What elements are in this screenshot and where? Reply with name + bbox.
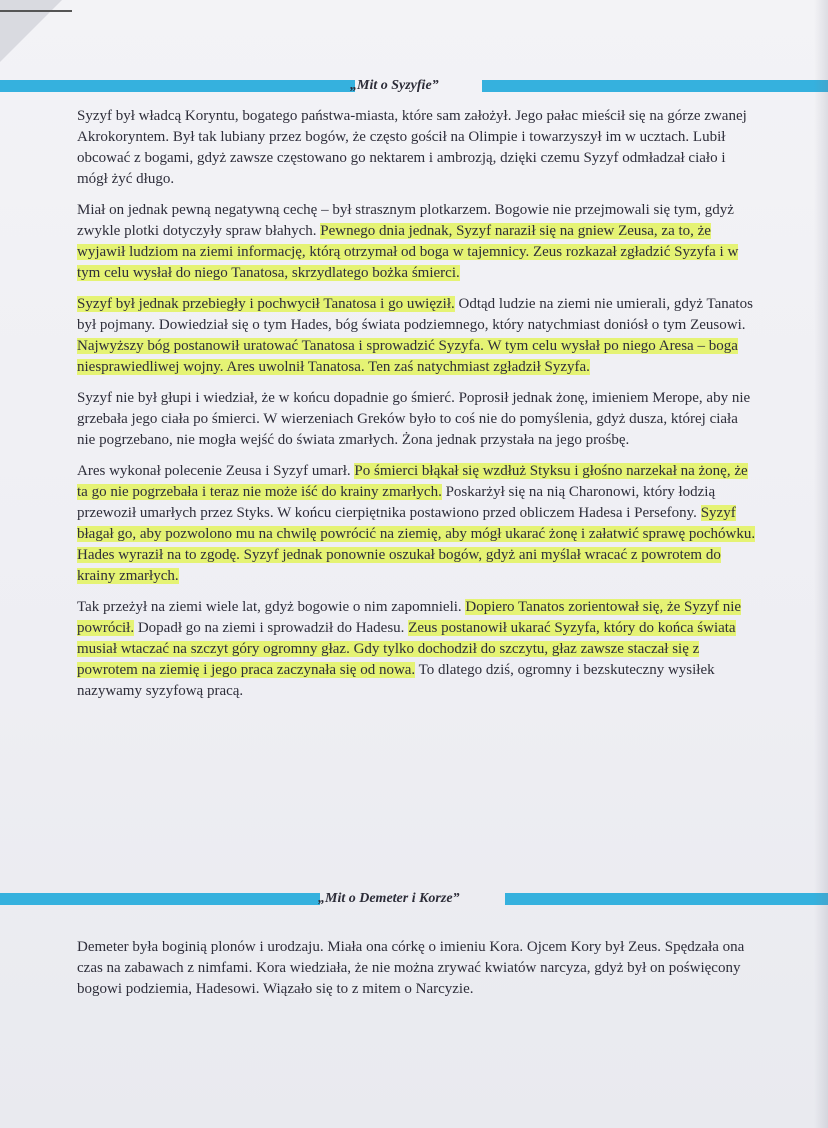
- section-body: [77, 106, 757, 712]
- text-run: Demeter była boginią plonów i urodzaju. Miała ona córkę o imieniu Kora. Ojcem Kory był Zeus. Spędzała ona czas na zabawach z nimfami. Kora wiedziała, że nie można zrywać kwiatów narcyza, gdyż był on poświęcony bogowi podziemia, Hadesowi. Wiązało się to z mitem o Narcyzie.: [77, 939, 745, 997]
- paragraph: [77, 388, 757, 451]
- title-bar-left: [0, 893, 320, 905]
- paragraph: [77, 200, 757, 284]
- text-run: Miał on jednak pewną negatywną cechę – był strasznym plotkarzem. Bogowie nie przejmowali się tym, gdyż zwykle plotki dotyczyły spraw błahych.: [77, 202, 734, 239]
- paragraph: [77, 106, 757, 190]
- page-edge-shadow: [814, 0, 828, 1128]
- text-run: Tak przeżył na ziemi wiele lat, gdyż bogowie o nim zapomnieli.: [77, 599, 466, 615]
- highlighted-text: Zeus postanowił ukarać Syzyfa, który do końca świata musiał wtaczać na szczyt góry ogromny głaz. Gdy tylko dochodził do szczytu, głaz zawsze staczał się z powrotem na ziemię i jego praca zaczynała się od nowa.: [77, 620, 736, 678]
- text-run: To dlatego dziś, ogromny i bezskuteczny wysiłek nazywamy syzyfową pracą.: [77, 662, 715, 699]
- highlighted-text: Pewnego dnia jednak, Syzyf naraził się na gniew Zeusa, za to, że wyjawił ludziom na ziemi informację, którą otrzymał od boga w tajemnicy. Zeus rozkazał zgładzić Syzyfa i w tym celu wysłał do niego Tanatosa, skrzydlatego bożka śmierci.: [77, 223, 739, 281]
- highlighted-text: Syzyf błagał go, aby pozwolono mu na chwilę powrócić na ziemię, aby mógł ukarać żonę i załatwić sprawę pochówku. Hades wyraził na to zgodę. Syzyf jednak ponownie oszukał bogów, gdyż ani myślał wracać z powrotem do krainy zmarłych.: [77, 505, 756, 584]
- text-run: Syzyf był władcą Koryntu, bogatego państwa-miasta, które sam założył. Jego pałac mieścił się na górze zwanej Akrokoryntem. Był tak lubiany przez bogów, że często gościł na Olimpie i towarzyszył im w ucztach. Lubił obcować z bogami, gdyż zawsze częstowano go nektarem i ambrozją, dzięki czemu Syzyf odmładzał ciało i mógł żyć długo.: [77, 108, 747, 187]
- section-title-bar: [0, 887, 828, 911]
- text-run: Syzyf nie był głupi i wiedział, że w końcu dopadnie go śmierć. Poprosił jednak żonę, imieniem Merope, aby nie grzebała jego ciała po śmierci. W wierzeniach Greków było to coś nie do pomyślenia, gdyż dusza, której ciała nie pogrzebano, nie mogła wejść do świata zmarłych. Żona jednak przystała na jego prośbę.: [77, 390, 751, 448]
- text-run: Dopadł go na ziemi i sprowadził do Hadesu.: [134, 620, 409, 636]
- text-run: Poskarżył się na nią Charonowi, który łodzią przewoził umarłych przez Styks. W końcu cierpiętnika postawiono przed obliczem Hadesa i Persefony.: [77, 484, 716, 521]
- title-bar-left: [0, 80, 355, 92]
- text-run: Odtąd ludzie na ziemi nie umierali, gdyż Tanatos był pojmany. Dowiedział się o tym Hades, bóg świata podziemnego, który natychmiast doniósł o tym Zeusowi.: [77, 296, 753, 333]
- highlighted-text: Syzyf był jednak przebiegły i pochwycił Tanatosa i go uwięził.: [77, 296, 455, 312]
- section-title-bar: [0, 74, 828, 98]
- paragraph: [77, 294, 757, 378]
- highlighted-text: Po śmierci błąkał się wzdłuż Styksu i głośno narzekał na żonę, że ta go nie pogrzebała i teraz nie może iść do krainy zmarłych.: [77, 463, 748, 500]
- title-bar-right: [482, 80, 828, 92]
- highlighted-text: Dopiero Tanatos zorientował się, że Syzyf nie powrócił.: [77, 599, 742, 636]
- section-body: [77, 937, 757, 1010]
- paragraph: [77, 937, 757, 1000]
- paragraph: [77, 597, 757, 702]
- section-title: „Mit o Demeter i Korze”: [318, 891, 460, 906]
- highlighted-text: Najwyższy bóg postanowił uratować Tanatosa i sprowadzić Syzyfa. W tym celu wysłał po niego Aresa – boga niesprawiedliwej wojny. Ares uwolnił Tanatosa. Ten zaś natychmiast zgładził Syzyfa.: [77, 338, 738, 375]
- title-bar-right: [505, 893, 828, 905]
- paragraph: [77, 461, 757, 587]
- section-title: „Mit o Syzyfie”: [350, 78, 439, 93]
- text-run: Ares wykonał polecenie Zeusa i Syzyf umarł.: [77, 463, 355, 479]
- fold-crease: [0, 10, 72, 12]
